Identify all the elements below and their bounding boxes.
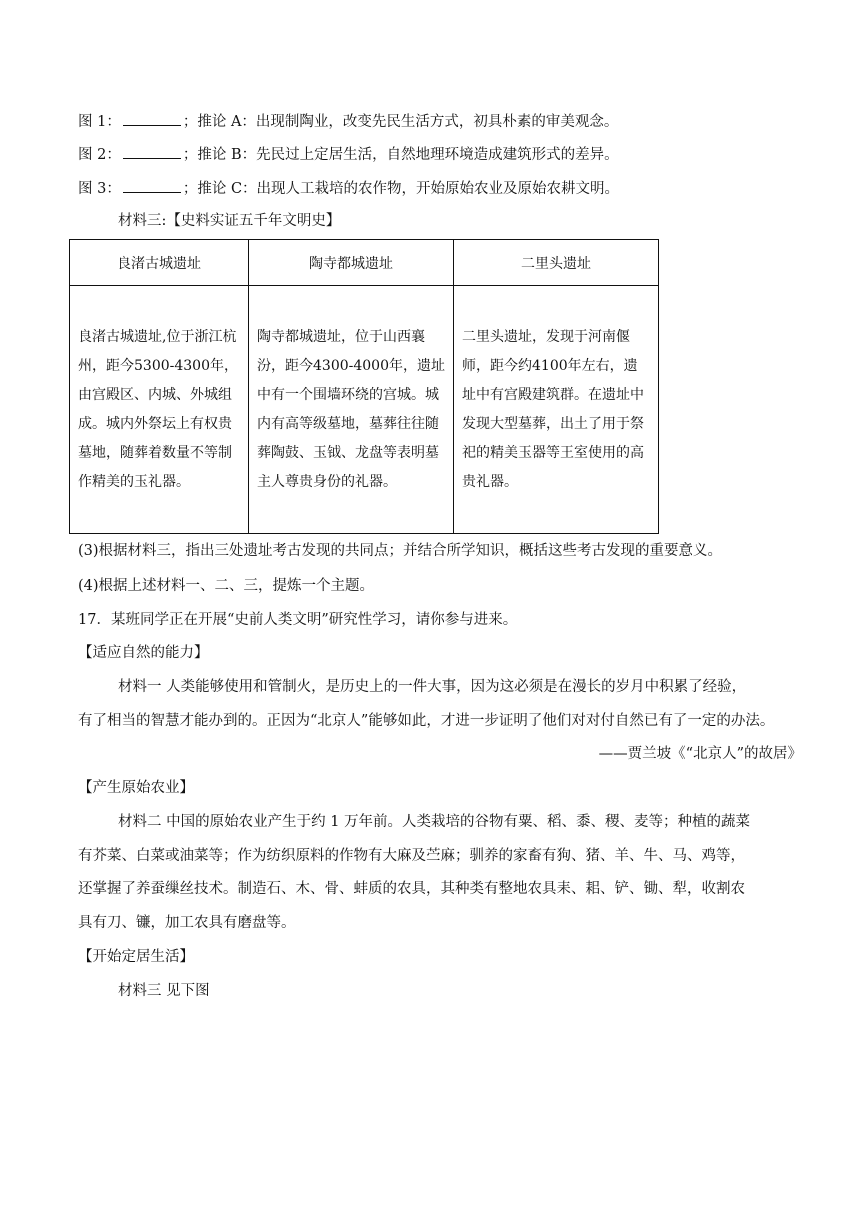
answer-blank-3[interactable] — [123, 178, 181, 193]
table-header-row — [70, 240, 659, 286]
question-line-fig1 — [78, 111, 618, 132]
header-liangzhu: 良渚古城遗址 — [70, 240, 249, 286]
section-title-adapt-nature: 【适应自然的能力】 — [78, 645, 209, 661]
question-line-fig3 — [78, 178, 619, 199]
section-title-settlement: 【开始定居生活】 — [78, 949, 194, 965]
table-row — [70, 286, 659, 534]
question-4: (4)根据上述材料一、二、三，提炼一个主题。 — [78, 578, 375, 594]
question-line-fig2 — [78, 144, 619, 165]
material2-line4: 具有刀、镰，加工农具有磨盘等。 — [78, 915, 296, 931]
question-17: 17．某班同学正在开展“史前人类文明”研究性学习，请你参与进来。 — [78, 612, 518, 628]
material3-see-figure: 材料三 见下图 — [118, 983, 210, 999]
fig2-label: 图 2： — [78, 147, 121, 163]
cell-erlitou: 二里头遗址，发现于河南偃师，距今约4100年左右，遗址中有宫殿建筑群。在遗址中发现大型墓葬，出土了用于祭祀的精美玉器等王室使用的高贵礼器。 — [454, 286, 659, 534]
material2-line2: 有芥菜、白菜或油菜等；作为纺织原料的作物有大麻及苎麻；驯养的家畜有狗、猪、羊、牛、马、鸡等， — [78, 848, 745, 864]
material2-line3: 还掌握了养蚕缫丝技术。制造石、木、骨、蚌质的农具，其种类有整地农具耒、耜、铲、锄、犁，收割农 — [78, 881, 745, 897]
material3-heading: 材料三:【史料实证五千年文明史】 — [118, 213, 341, 229]
fig1-label: 图 1： — [78, 114, 121, 130]
cell-taosi: 陶寺都城遗址，位于山西襄汾，距今4300-4000年，遗址中有一个围墙环绕的宫城。城内有高等级墓地，墓葬往往随葬陶鼓、玉钺、龙盘等表明墓主人尊贵身份的礼器。 — [249, 286, 454, 534]
question-3: (3)根据材料三，指出三处遗址考古发现的共同点；并结合所学知识，概括这些考古发现的重要意义。 — [78, 543, 723, 559]
section-title-agriculture: 【产生原始农业】 — [78, 780, 194, 796]
archaeological-sites-table — [69, 239, 659, 534]
material1-source: ——贾兰坡《“北京人”的故居》 — [598, 746, 802, 762]
material1-line2: 有了相当的智慧才能办到的。正因为“北京人”能够如此，才进一步证明了他们对对付自然已有了一定的办法。 — [78, 713, 775, 729]
fig2-inference: ；推论 B：先民过上定居生活，自然地理环境造成建筑形式的差异。 — [182, 147, 619, 163]
answer-blank-1[interactable] — [123, 111, 181, 126]
answer-blank-2[interactable] — [123, 144, 181, 159]
material2-line1: 材料二 中国的原始农业产生于约 1 万年前。人类栽培的谷物有粟、稻、黍、稷、麦等；种植的蔬菜 — [118, 814, 751, 830]
fig3-inference: ；推论 C：出现人工栽培的农作物，开始原始农业及原始农耕文明。 — [182, 181, 620, 197]
fig1-inference: ；推论 A：出现制陶业，改变先民生活方式，初具朴素的审美观念。 — [182, 114, 619, 130]
fig3-label: 图 3： — [78, 181, 121, 197]
material1-line1: 材料一 人类能够使用和管制火，是历史上的一件大事，因为这必须是在漫长的岁月中积累了经验， — [118, 679, 747, 695]
header-erlitou: 二里头遗址 — [454, 240, 659, 286]
cell-liangzhu: 良渚古城遗址,位于浙江杭州，距今5300-4300年，由宫殿区、内城、外城组成。城内外祭坛上有权贵墓地，随葬着数量不等制作精美的玉礼器。 — [70, 286, 249, 534]
header-taosi: 陶寺都城遗址 — [249, 240, 454, 286]
